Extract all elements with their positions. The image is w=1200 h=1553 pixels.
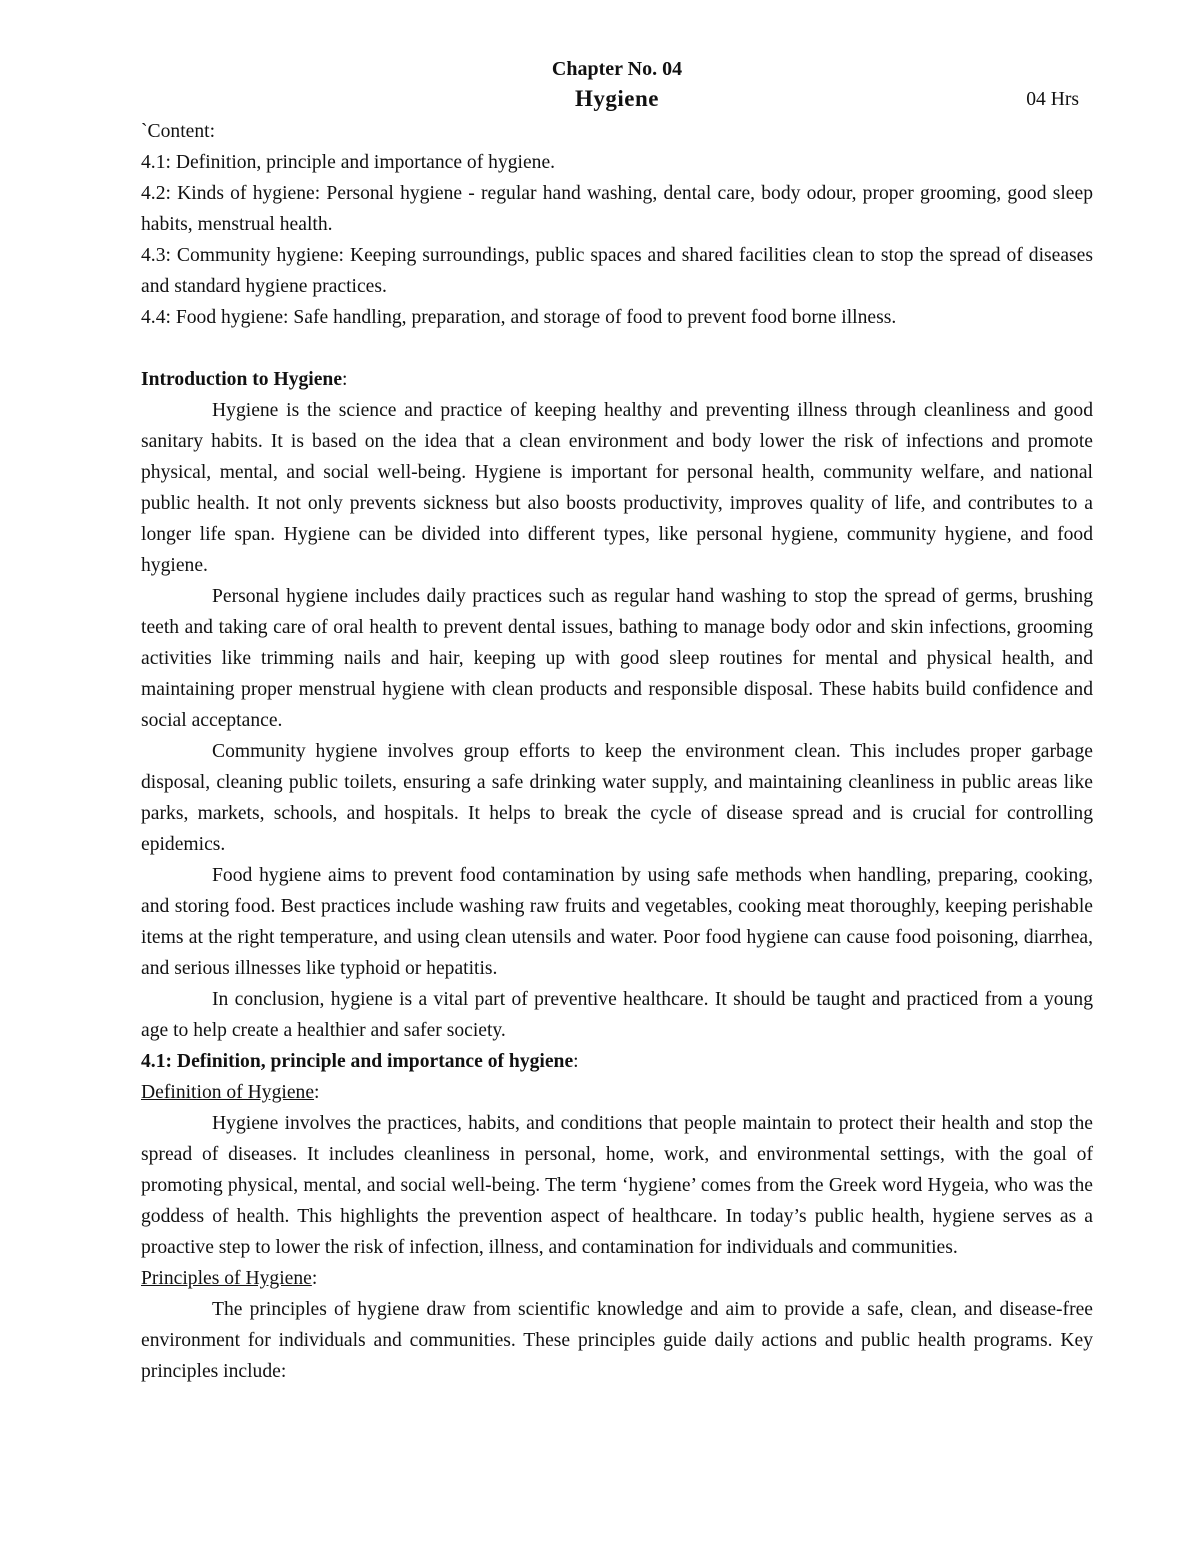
definition-heading-text: Definition of Hygiene (141, 1082, 315, 1103)
spacer (141, 333, 1093, 364)
chapter-number: Chapter No. 04 (551, 58, 683, 80)
duration-hours: 04 Hrs (1026, 89, 1079, 110)
content-item-4-4: 4.4: Food hygiene: Safe handling, preparation, and storage of food to prevent food borne illness. (141, 307, 897, 328)
intro-heading-text: Introduction to Hygiene (141, 369, 343, 390)
section-4-1-heading-text: 4.1: Definition, principle and importance of hygiene (141, 1051, 574, 1072)
definition-paragraph: Hygiene involves the practices, habits, and conditions that people maintain to protect their health and stop the spread of diseases. It includes cleanliness in personal, home, work, and environmental settings, with the goal of promoting physical, mental, and social well-being. The term ‘hygiene’ comes from the Greek word Hygeia, who was the goddess of health. This highlights the prevention aspect of healthcare. In today’s public health, hygiene serves as a proactive step to lower the risk of infection, illness, and contamination for individuals and communities. (141, 1113, 1093, 1258)
document-page (141, 56, 1093, 1387)
intro-paragraph-1: Hygiene is the science and practice of keeping healthy and preventing illness through cleanliness and good sanitary habits. It is based on the idea that a clean environment and body lower the risk of infections and promote physical, mental, and social well-being. Hygiene is important for personal health, community welfare, and national public health. It not only prevents sickness but also boosts productivity, improves quality of life, and contributes to a longer life span. Hygiene can be divided into different types, like personal hygiene, community hygiene, and food hygiene. (141, 400, 1093, 576)
intro-heading-colon: : (342, 369, 348, 390)
chapter-title: Hygiene (575, 86, 659, 111)
principles-heading-colon: : (311, 1268, 318, 1289)
intro-heading (141, 364, 1093, 395)
intro-paragraph-personal: Personal hygiene includes daily practices such as regular hand washing to stop the spread of germs, brushing teeth and taking care of oral health to prevent dental issues, bathing to manage body odor and skin infections, grooming activities like trimming nails and hair, keeping up with good sleep routines for mental and physical health, and maintaining proper menstrual hygiene with clean products and responsible disposal. These habits build confidence and social acceptance. (141, 586, 1093, 731)
section-4-1-heading-colon: : (573, 1051, 579, 1072)
content-item-4-2: 4.2: Kinds of hygiene: Personal hygiene - regular hand washing, dental care, body odour, proper grooming, good sleep habits, menstrual health. (141, 183, 1093, 235)
intro-paragraph-food: Food hygiene aims to prevent food contamination by using safe methods when handling, preparing, cooking, and storing food. Best practices include washing raw fruits and vegetables, cooking meat thoroughly, keeping perishable items at the right temperature, and using clean utensils and water. Poor food hygiene can cause food poisoning, diarrhea, and serious illnesses like typhoid or hepatitis. (141, 865, 1093, 979)
content-item-4-3: 4.3: Community hygiene: Keeping surroundings, public spaces and shared facilities clean to stop the spread of diseases and standard hygiene practices. (141, 245, 1093, 297)
content-item-4-1: 4.1: Definition, principle and importance of hygiene. (141, 152, 556, 173)
principles-heading (141, 1263, 1093, 1294)
intro-paragraph-conclusion: In conclusion, hygiene is a vital part of preventive healthcare. It should be taught and practiced from a young age to help create a healthier and safer society. (141, 989, 1093, 1041)
intro-paragraph-community: Community hygiene involves group efforts to keep the environment clean. This includes proper garbage disposal, cleaning public toilets, ensuring a safe drinking water supply, and maintaining cleanliness in public areas like parks, markets, schools, and hospitals. It helps to break the cycle of disease spread and is crucial for controlling epidemics. (141, 741, 1093, 855)
principles-paragraph: The principles of hygiene draw from scientific knowledge and aim to provide a safe, clean, and disease-free environment for individuals and communities. These principles guide daily actions and public health programs. Key principles include: (141, 1299, 1093, 1382)
definition-heading (141, 1077, 1093, 1108)
definition-heading-colon: : (314, 1082, 320, 1103)
title-row (141, 82, 1093, 116)
content-label: `Content: (141, 121, 216, 142)
section-4-1-heading (141, 1046, 1093, 1077)
principles-heading-text: Principles of Hygiene (141, 1268, 312, 1289)
